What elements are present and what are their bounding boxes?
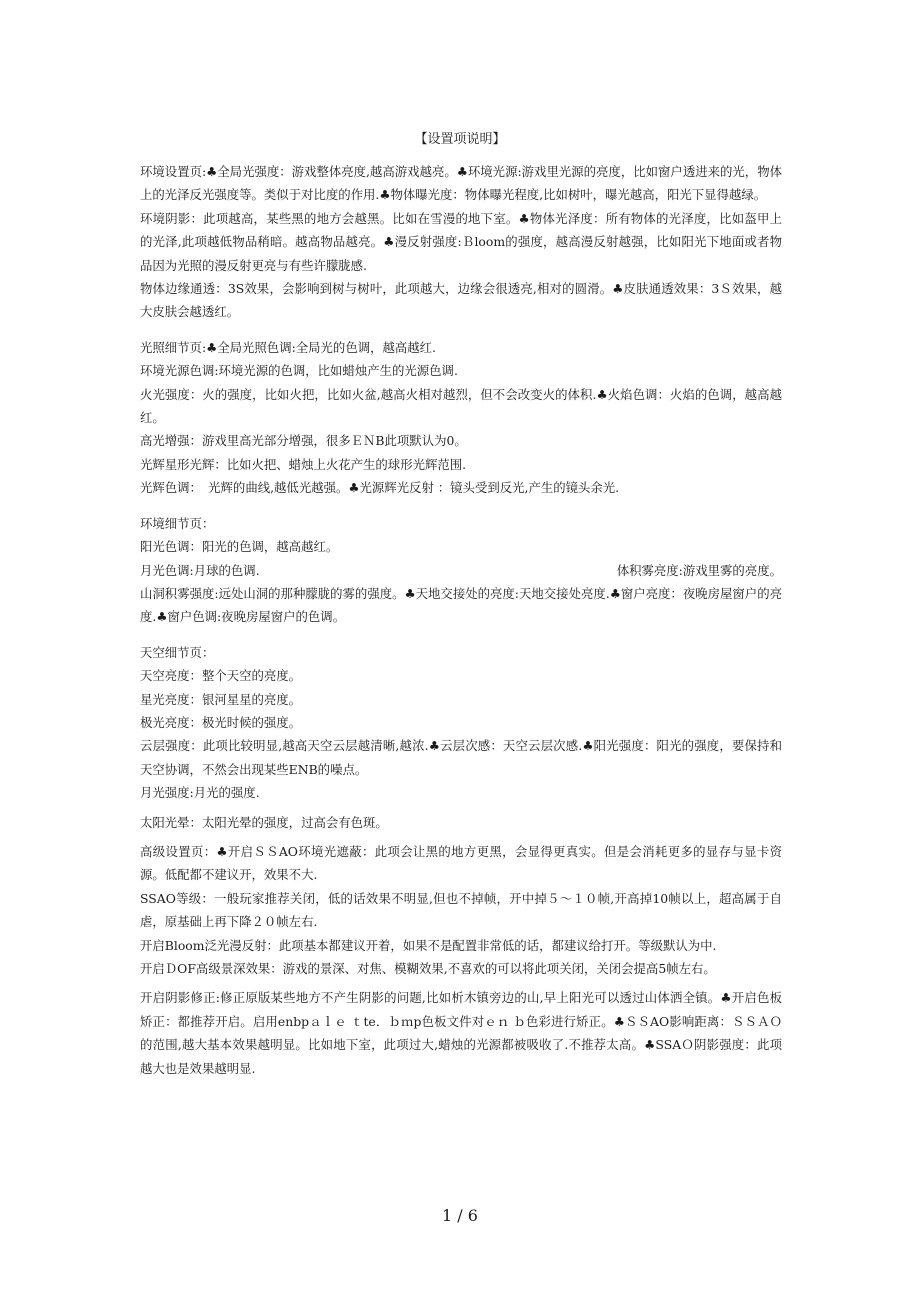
paragraph-cave-fog: 山洞积雾强度:远处山洞的那种朦胧的雾的强度。♣天地交接处的亮度:天地交接处亮度.♣窗户亮度：夜晚房屋窗户的亮度.♣窗户色调:夜晚房屋窗户的色调。 [140,585,782,625]
paragraph-aurora-brightness: 极光亮度：极光时候的强度。 [140,714,302,730]
paragraph-moonlight-tone: 月光色调:月球的色调. [140,562,260,578]
page-number: 1 / 6 [442,1206,478,1225]
paragraph-bloom: 开启Bloom泛光漫反射：此项基本都建议开着，如果不是配置非常低的话，都建议给打开。等级默认为中. [140,937,717,953]
paragraph-cloud-intensity: 云层强度：此项比较明显,越高天空云层越清晰,越浓.♣云层次感：天空云层次感.♣阳光强度：阳光的强度，要保持和天空协调，不然会出现某些ENB的噪点。 [140,738,782,777]
paragraph-shadow-fix: 开启阴影修正:修正原版某些地方不产生阴影的问题,比如析木镇旁边的山,早上阳光可以透过山体洒全镇。♣开启色板矫正：都推荐开启。启用enbpａｌｅ ｔte．ｂｍp色板文件对ｅｎ ｂ色彩进行矫正。♣ＳＳAO影响距离：ＳＳＡＯ的范围,越大基本效果越明显。比如地下室，此项过大,蜡烛的光源都被吸收了.不推荐太高。♣SSAＯ阴影强度：此项越大也是效果越明显. [140,990,782,1076]
paragraph-fire-intensity: 火光强度：火的强度，比如火把，比如火盆,越高火相对越烈，但不会改变火的体积.♣火焰色调：火焰的色调，越高越红。 [140,386,782,426]
document-title: 【设置项说明】 [414,132,506,147]
paragraph-ssao-level: SSAO等级：一般玩家推荐关闭，低的话效果不明显,但也不掉帧，开中掉５～１０帧,开高掉10帧以上，超高属于自虐，原基础上再下降２０帧左右. [140,890,782,930]
moonlight-fog-line [140,559,782,582]
paragraph-environment-settings: 环境设置页:♣全局光强度：游戏整体亮度,越高游戏越亮。♣环境光源:游戏里光源的亮度，比如窗户透进来的光，物体上的光泽反光强度等。类似于对比度的作用.♣物体曝光度：物体曝光程度,比如树叶，曝光越高，阳光下显得越绿。 [140,164,782,203]
paragraph-edge-translucency: 物体边缘通透：3S效果，会影响到树与树叶，此项越大，边缘会很透亮,相对的圆滑。♣皮肤通透效果：3Ｓ效果，越大皮肤会越透红。 [140,281,782,320]
paragraph-sun-halo: 太阳光晕：太阳光晕的强度，过高会有色斑。 [140,814,388,830]
paragraph-highlight-boost: 高光增强：游戏里高光部分增强，很多ＥＮB此项默认为0。 [140,433,467,449]
paragraph-sky-brightness: 天空亮度：整个天空的亮度。 [140,668,302,684]
paragraph-lighting-detail: 光照细节页:♣全局光照色调:全局光的色调，越高越红. [140,339,436,355]
paragraph-ambient-light-tone: 环境光源色调:环境光源的色调，比如蜡烛产生的光源色调. [140,363,458,379]
paragraph-starlight-brightness: 星光亮度：银河星星的亮度。 [140,691,302,707]
document-body [140,160,782,1080]
paragraph-ambient-shadow: 环境阴影：此项越高，某些黑的地方会越黑。比如在雪漫的地下室。♣物体光泽度：所有物体的光泽度，比如盔甲上的光泽,此项越低物品稍暗。越高物品越亮。♣漫反射强度:Ｂloom的强度，越高漫反射越强，比如阳光下地面或者物品因为光照的漫反射更亮与有些许朦胧感. [140,210,782,273]
paragraph-volumetric-fog: 体积雾亮度:游戏里雾的亮度。 [616,562,782,578]
paragraph-sunlight-tone: 阳光色调：阳光的色调，越高越红。 [140,539,339,555]
paragraph-dof: 开启ＤOF高级景深效果：游戏的景深、对焦、模糊效果,不喜欢的可以将此项关闭，关闭会提高5帧左右。 [140,961,716,976]
heading-environment-detail: 环境细节页： [140,515,215,531]
paragraph-moonlight-intensity: 月光强度:月光的强度. [140,785,260,801]
heading-sky-detail: 天空细节页： [140,644,215,660]
paragraph-advanced-settings: 高级设置页：♣开启ＳＳAO环境光遮蔽：此项会让黑的地方更黑，会显得更真实。但是会消耗更多的显存与显卡资源。低配都不建议开，效果不大. [140,843,782,883]
paragraph-star-glow: 光辉星形光辉：比如火把、蜡烛上火花产生的球形光辉范围. [140,456,467,472]
paragraph-glow-tone: 光辉色调： 光辉的曲线,越低光越强。♣光源辉光反射 ：镜头受到反光,产生的镜头余光. [140,480,620,496]
